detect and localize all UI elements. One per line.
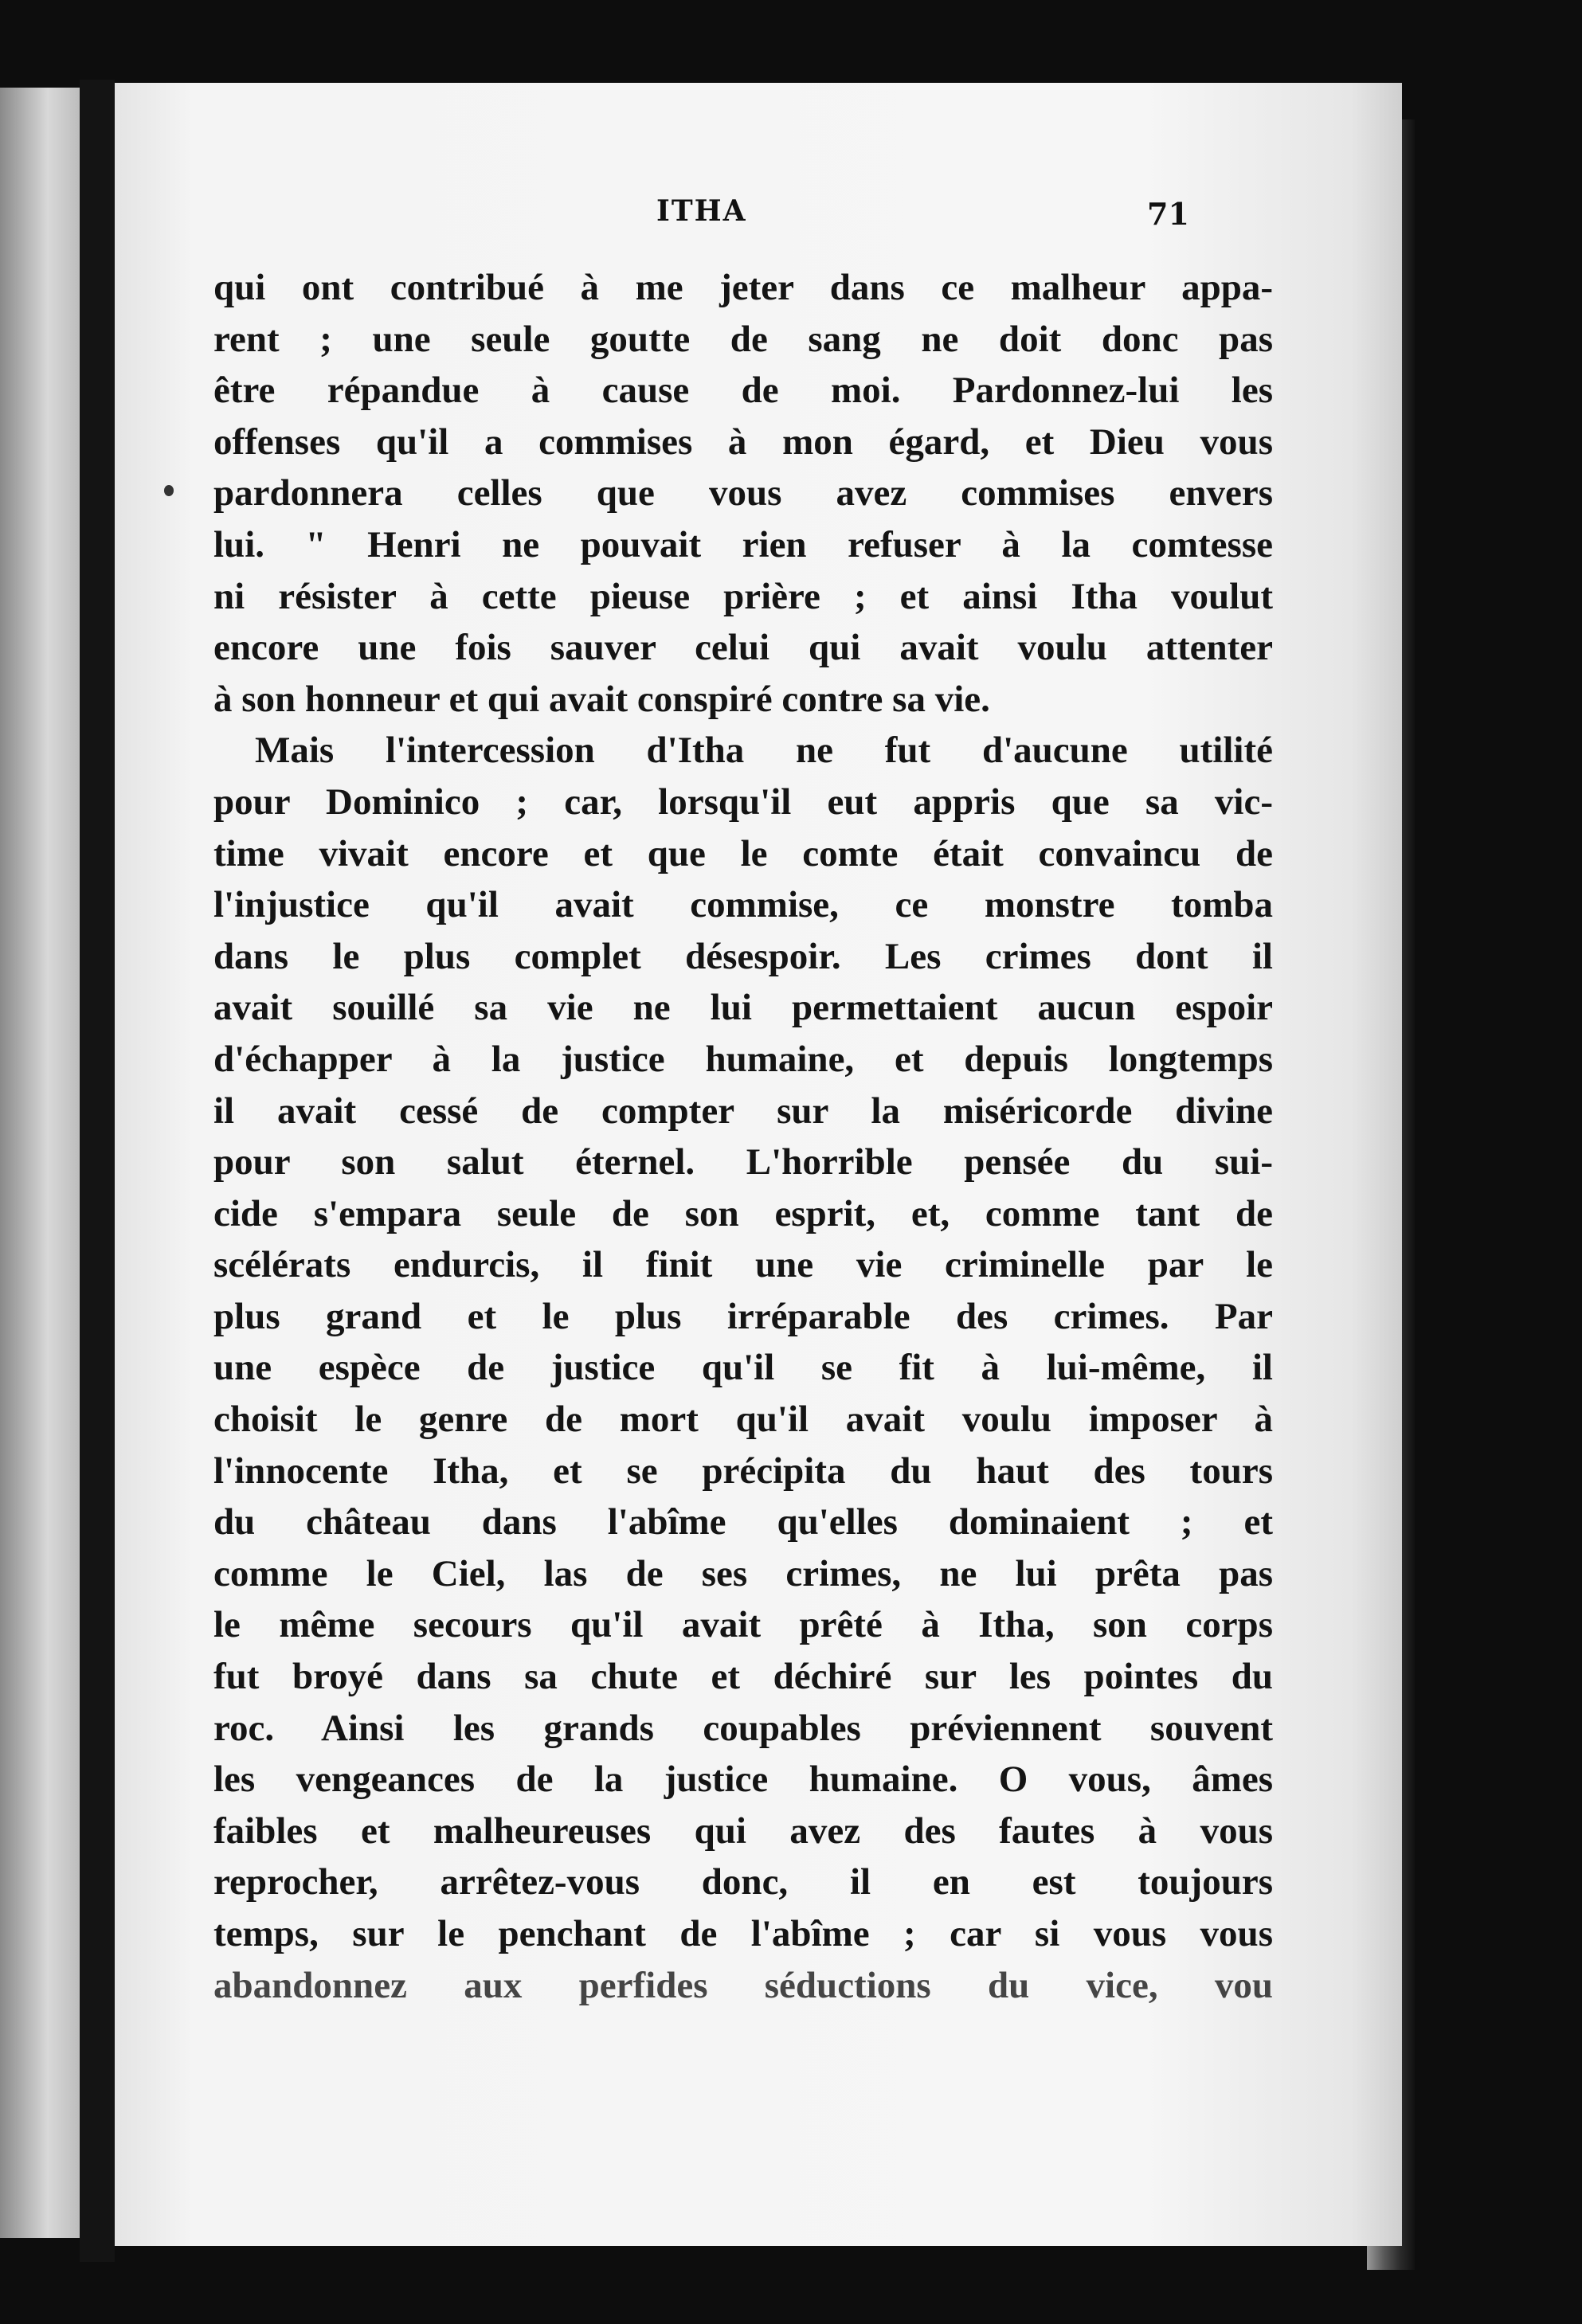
page-header [115, 194, 1402, 242]
text-line: l'injustice qu'il avait commise, ce monstre tomba [213, 884, 1273, 926]
text-line: abandonnez aux perfides séductions du vice, vou [213, 1964, 1273, 2006]
paragraph-start-line: Mais l'intercession d'Itha ne fut d'aucune utilité [255, 730, 1273, 772]
text-line: comme le Ciel, las de ses crimes, ne lui prêta pas [213, 1552, 1273, 1594]
text-line: offenses qu'il a commises à mon égard, et Dieu vous [213, 421, 1273, 463]
text-line: fut broyé dans sa chute et déchiré sur les pointes du [213, 1656, 1273, 1698]
text-line: être répandue à cause de moi. Pardonnez-lui les [213, 370, 1273, 412]
text-line: roc. Ainsi les grands coupables préviennent souvent [213, 1707, 1273, 1749]
text-line: reprocher, arrêtez-vous donc, il en est toujours [213, 1861, 1273, 1903]
book-page [115, 83, 1402, 2246]
text-line: scélérats endurcis, il finit une vie criminelle par le [213, 1244, 1273, 1286]
text-line: temps, sur le penchant de l'abîme ; car si vous vous [213, 1913, 1273, 1954]
text-line: avait souillé sa vie ne lui permettaient aucun espoir [213, 987, 1273, 1029]
margin-mark [164, 485, 174, 496]
text-line: choisit le genre de mort qu'il avait voulu imposer à [213, 1399, 1273, 1441]
text-line: du château dans l'abîme qu'elles dominaient ; et [213, 1501, 1273, 1543]
previous-page-edge [0, 88, 80, 2238]
text-line: time vivait encore et que le comte était convaincu de [213, 832, 1273, 874]
text-line: d'échapper à la justice humaine, et depuis longtemps [213, 1038, 1273, 1080]
text-line: il avait cessé de compter sur la miséricorde divine [213, 1090, 1273, 1132]
book-gutter [80, 80, 115, 2262]
text-line: le même secours qu'il avait prêté à Itha, son corps [213, 1604, 1273, 1646]
text-line: pour Dominico ; car, lorsqu'il eut appris que sa vic- [213, 781, 1273, 823]
text-line: rent ; une seule goutte de sang ne doit donc pas [213, 318, 1273, 360]
text-line: encore une fois sauver celui qui avait voulu attenter [213, 627, 1273, 669]
text-line: les vengeances de la justice humaine. O vous, âmes [213, 1759, 1273, 1801]
text-line: ni résister à cette pieuse prière ; et ainsi Itha voulut [213, 575, 1273, 617]
text-line: faibles et malheureuses qui avez des fautes à vous [213, 1810, 1273, 1852]
text-line: une espèce de justice qu'il se fit à lui-même, il [213, 1347, 1273, 1389]
body-text [213, 262, 1273, 2011]
text-line: cide s'empara seule de son esprit, et, comme tant de [213, 1192, 1273, 1234]
text-line: pour son salut éternel. L'horrible pensée du sui- [213, 1141, 1273, 1184]
text-line: à son honneur et qui avait conspiré contre sa vie. [213, 678, 990, 720]
text-line: pardonnera celles que vous avez commises envers [213, 472, 1273, 514]
page-number: 71 [1147, 196, 1189, 232]
text-line: l'innocente Itha, et se précipita du haut des tours [213, 1450, 1273, 1492]
text-line: plus grand et le plus irréparable des crimes. Par [213, 1295, 1273, 1337]
text-line: dans le plus complet désespoir. Les crimes dont il [213, 935, 1273, 977]
running-title: ITHA [656, 194, 747, 228]
text-line: qui ont contribué à me jeter dans ce malheur appa- [213, 267, 1273, 308]
text-line: lui. " Henri ne pouvait rien refuser à la comtesse [213, 523, 1273, 565]
